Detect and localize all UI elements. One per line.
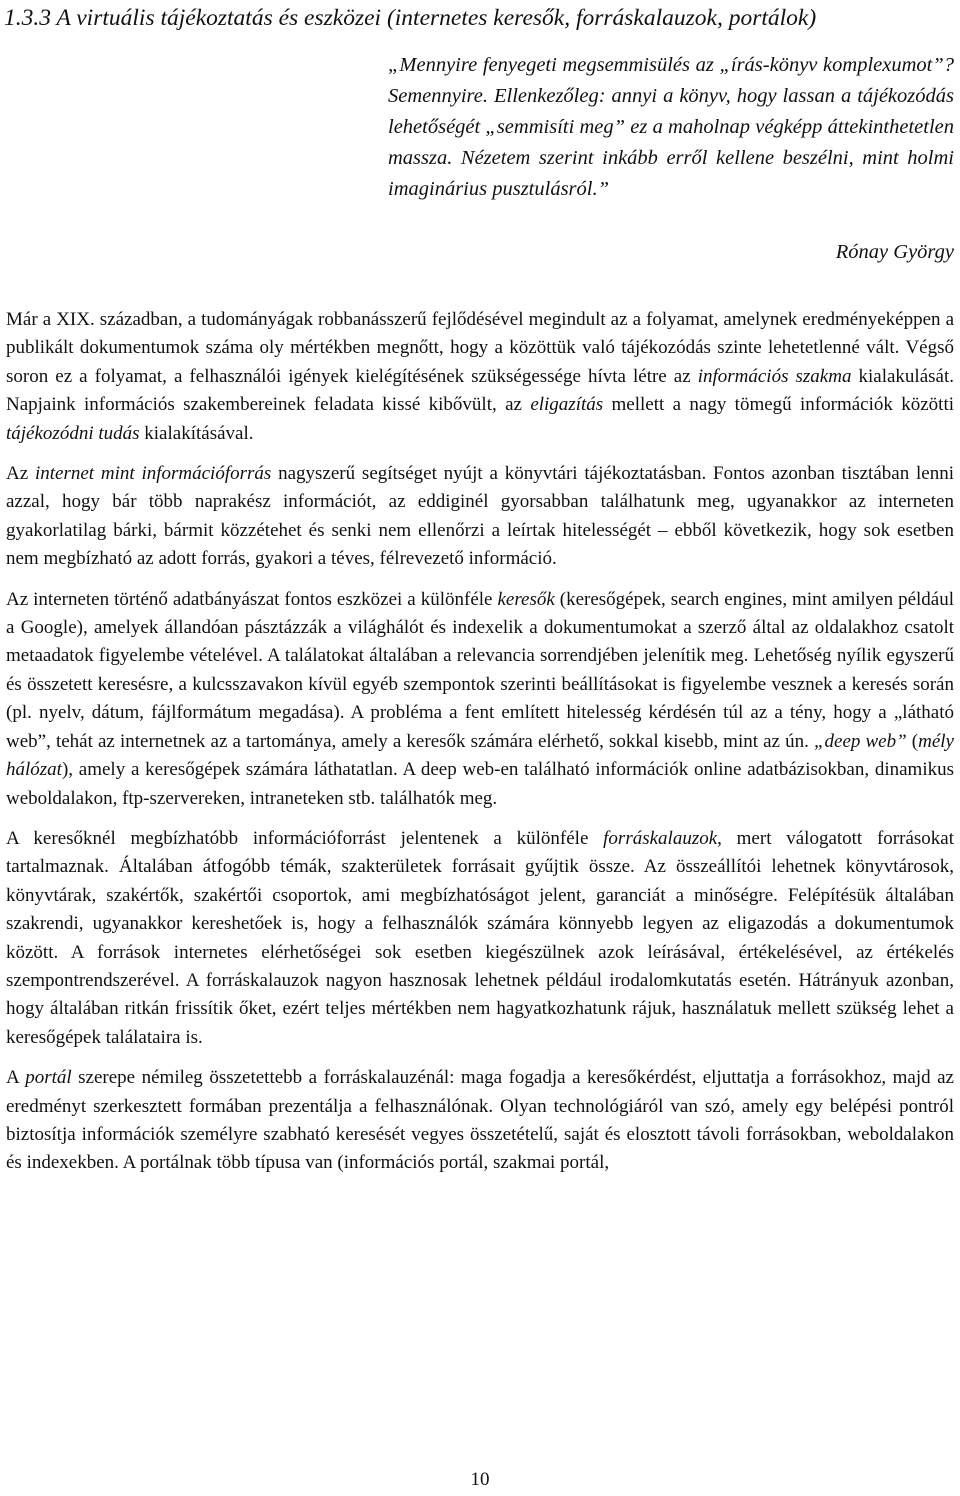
epigraph-author: Rónay György [835, 241, 954, 263]
text-segment-italic: internet mint információforrás [34, 463, 272, 485]
text-segment: mellett a nagy tömegű információk közötti [603, 394, 955, 416]
text-segment: , mert válogatott forrásokat tartalmaznak. Általában átfogóbb témák, szakterületek forrásait gyűjtik össze. Az összeállítói lehetnek könyvtárosok, könyvtárak, szakértők, szakértői csoportok, ami megbízhatóságot jelent, garanciát a minőségre. Felépítésük általában szakrendi, ugyanakkor kereshetőek is, hogy a felhasználók számára könnyebb legyen az eligazodás a dokumentumok között. A források internetes elérhetőségei sok esetben kiegészülnek azok leírásával, értékelésével, az értékelés szempontrendszerével. A forráskalauzok nagyon hasznosak lehetnek például irodalomkutatás esetén. Hátrányuk azonban, hogy általában ritkán frissítik őket, ezért teljes mértékben nem hagyatkozhatunk rájuk, használatuk mellett szükség lehet a keresőgépek találataira is. [6, 827, 954, 1048]
paragraph-3 [6, 586, 954, 813]
text-segment: Már a XIX. században, a tudományágak robbanásszerű fejlődésével megindult az a folyamat, amelynek eredményeképpen a publikált dokumentumok száma oly mértékben megnőtt, hogy a közöttük való tájékozódás szinte lehetetlenné vált. Végső soron ez a folyamat, a felhasználói igények kielégítésének szükségessége hívta létre az [6, 309, 954, 387]
text-segment: ), amely a keresőgépek számára láthatatlan. A deep web-en található információk online adatbázisokban, dinamikus weboldalakon, ftp-szervereken, intraneteken stb. találhatók meg. [6, 759, 954, 809]
body-text [6, 306, 954, 1190]
text-segment-italic: forráskalauzok [603, 827, 718, 849]
text-segment: ( [906, 730, 919, 752]
text-segment-italic: „deep web” [813, 730, 907, 752]
paragraph-4 [6, 825, 954, 1052]
paragraph-5 [6, 1064, 954, 1178]
text-segment-italic: mély hálózat [6, 730, 954, 781]
text-segment: (keresőgépek, search engines, mint amilyen például a Google), amelyek állandóan pásztázzák a világhálót és indexelik a dokumentumokat a szerző által az oldalakhoz csatolt metaadatok figyelembe vételével. A találatokat általában a relevancia sorrendjében jelenítik meg. Lehetőség nyílik egyszerű és összetett keresésre, a kulcsszavakon kívül egyéb szempontok szerinti beállításokat is figyelembe vesznek a keresés során (pl. nyelv, dátum, fájlformátum megadása). A probléma a fent említett hitelesség kérdésén túl az a tény, hogy a „látható web”, tehát az internetnek az a tartománya, amely a keresők számára elérhető, sokkal kisebb, mint az ún. [6, 588, 954, 752]
paragraph-1 [6, 306, 954, 448]
text-segment-italic: tájékozódni tudás [6, 422, 140, 444]
text-segment-italic: portál [25, 1067, 72, 1089]
text-segment-italic: eligazítás [530, 394, 604, 416]
paragraph-2 [6, 460, 954, 574]
text-segment: A [6, 1067, 26, 1089]
text-segment: Az [6, 463, 35, 485]
page-number: 10 [470, 1469, 490, 1490]
text-segment: Az interneten történő adatbányászat fontos eszközei a különféle [6, 588, 498, 610]
text-segment: kialakulását. Napjaink információs szakembereinek feladata kissé kibővült, az [6, 365, 954, 416]
text-segment-italic: információs szakma [697, 365, 852, 387]
text-segment: nagyszerű segítséget nyújt a könyvtári tájékoztatásban. Fontos azonban tisztában lenni azzal, hogy bár több naprakész információt, az eddiginél gyorsabban találhatunk meg, ugyanakkor az interneten gyakorlatilag bárki, bármit közzétehet és senki nem ellenőrzi a leírtak hitelességét – ebből következik, hogy sok esetben nem megbízható az adott forrás, gyakori a téves, félrevezető információ. [6, 463, 954, 570]
text-segment: A keresőknél megbízhatóbb információforrást jelentenek a különféle [6, 827, 604, 849]
text-segment-italic: keresők [497, 588, 555, 610]
section-heading: 1.3.3 A virtuális tájékoztatás és eszközei (internetes keresők, forráskalauzok, portálok) [4, 5, 817, 31]
epigraph-quote: „Mennyire fenyegeti megsemmisülés az „írás-könyv komplexumot”? Semennyire. Ellenkezőleg: annyi a könyv, hogy lassan a tájékozódás lehetőségét „semmisíti meg” ez a maholnap végképp áttekinthetetlen massza. Nézetem szerint inkább erről kellene beszélni, mint holmi imaginárius pusztulásról.” [388, 54, 954, 200]
text-segment: kialakításával. [139, 422, 254, 444]
text-segment: szerepe némileg összetettebb a forráskalauzénál: maga fogadja a keresőkérdést, eljuttatja a forrásokhoz, majd az eredményt szerkesztett formában prezentálja a felhasználónak. Olyan technológiáról van szó, amely egy belépési pontról biztosítja információk személyre szabható keresését vegyes összetételű, saját és elosztott távoli forrásokban, weboldalakon és indexekben. A portálnak több típusa van (információs portál, szakmai portál, [6, 1067, 954, 1174]
